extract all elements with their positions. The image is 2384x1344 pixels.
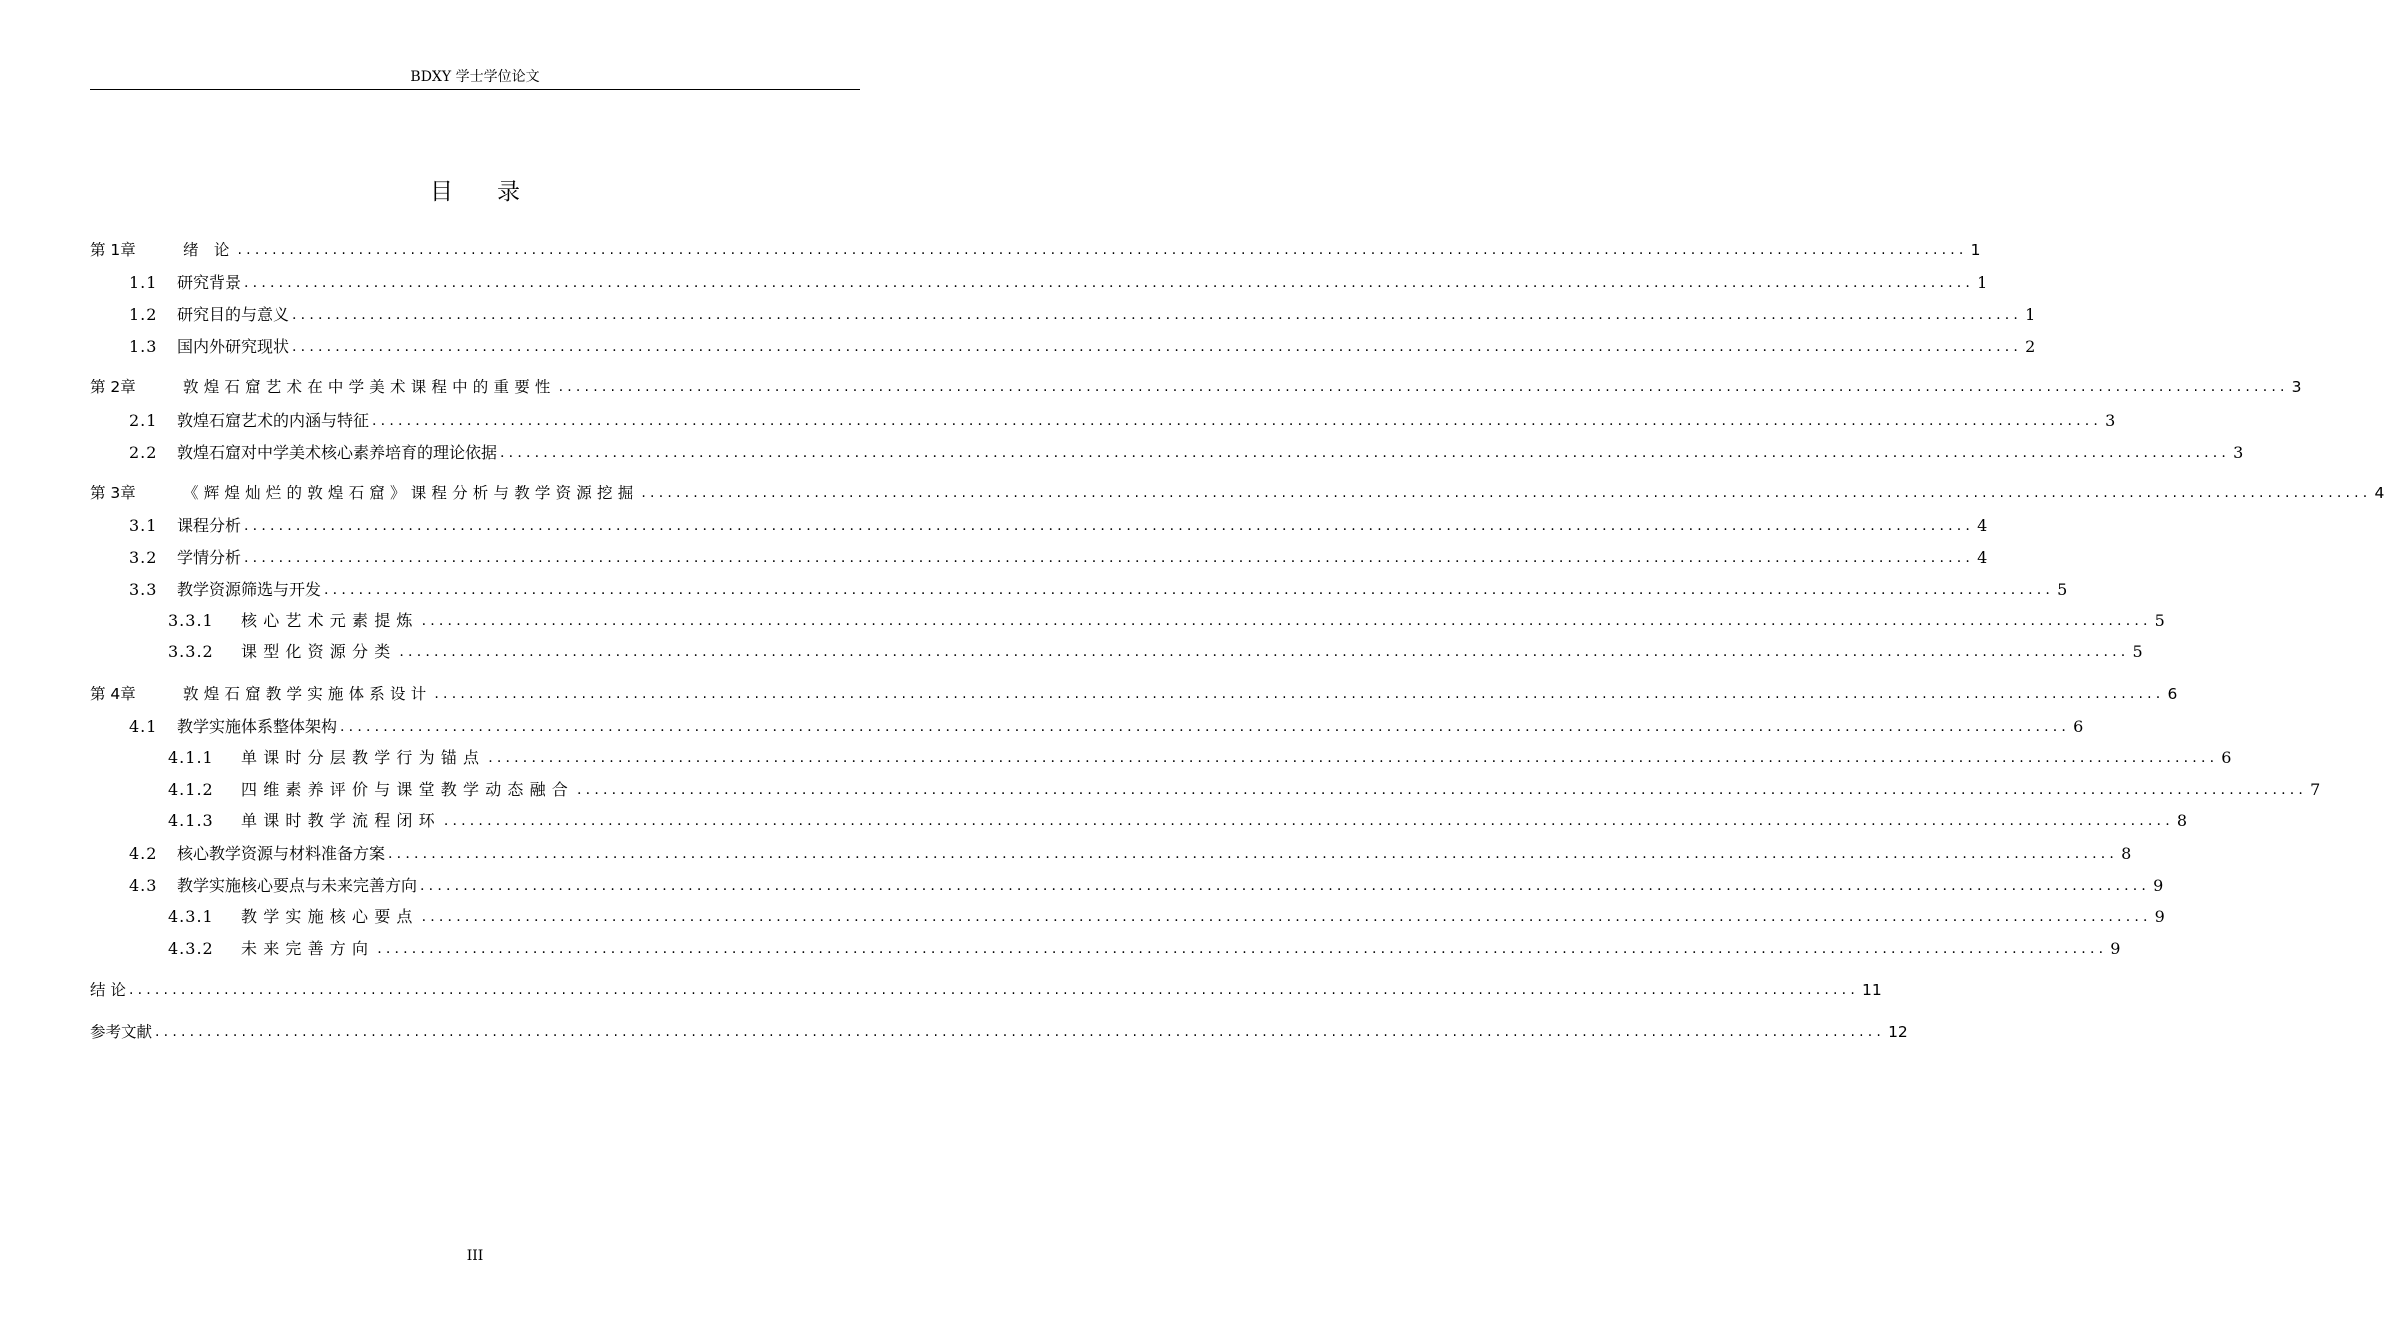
toc-entry-page: 12 bbox=[1888, 1023, 1908, 1041]
toc-entry-number: 1.1 bbox=[129, 273, 158, 292]
toc-entry-number: 3.3.2 bbox=[168, 642, 214, 661]
toc-entry-number: 3.3 bbox=[129, 580, 158, 599]
toc-entry-label bbox=[90, 979, 126, 1001]
toc-dot-leader: ........................................................................................................................................................................................................ bbox=[421, 613, 2152, 629]
toc-entry-title: 学情分析 bbox=[177, 548, 242, 567]
toc-entry-title: 核心教学资源与材料准备方案 bbox=[177, 844, 386, 863]
toc-entry[interactable] bbox=[90, 270, 1988, 294]
toc-entry-number: 结 论 bbox=[90, 981, 126, 999]
toc-entry-label bbox=[90, 239, 235, 261]
toc-entry-label bbox=[168, 906, 419, 928]
toc-entry-number: 第 3章 bbox=[90, 484, 136, 502]
toc-entry-title: 单课时分层教学行为锚点 bbox=[241, 748, 486, 767]
toc-entry[interactable] bbox=[90, 513, 1988, 537]
toc-dot-leader: ........................................................................................................................................................................................................ bbox=[420, 878, 2151, 894]
toc-dot-leader: ........................................................................................................................................................................................................ bbox=[399, 644, 2130, 660]
toc-dot-leader: ........................................................................................................................................................................................................ bbox=[377, 941, 2108, 957]
toc-entry-number: 3.3.1 bbox=[168, 611, 214, 630]
toc-entry-label bbox=[168, 938, 374, 960]
toc-entry-label bbox=[168, 779, 574, 801]
toc-entry-label bbox=[129, 843, 385, 865]
toc-entry-title: 教学资源筛选与开发 bbox=[177, 580, 322, 599]
toc-dot-leader: ........................................................................................................................................................................................................ bbox=[558, 379, 2289, 395]
toc-entry-page: 5 bbox=[2057, 580, 2068, 599]
toc-entry[interactable] bbox=[90, 977, 1882, 1001]
page-number: III bbox=[466, 1248, 484, 1264]
toc-entry-label bbox=[90, 376, 556, 398]
toc-dot-leader: ........................................................................................................................................................................................................ bbox=[155, 1024, 1886, 1040]
toc-entry[interactable] bbox=[90, 745, 2232, 769]
toc-entry[interactable] bbox=[90, 334, 2036, 358]
toc-entry-page: 11 bbox=[1861, 981, 1882, 999]
toc-entry-page: 4 bbox=[1977, 516, 1988, 535]
toc-entry[interactable] bbox=[90, 545, 1988, 569]
toc-entry-number: 4.3 bbox=[129, 876, 158, 895]
toc-entry[interactable] bbox=[90, 936, 2121, 960]
toc-entry[interactable] bbox=[90, 841, 2132, 865]
toc-entry-number: 4.2 bbox=[129, 844, 158, 863]
toc-entry-page: 1 bbox=[1977, 273, 1988, 292]
toc-entry-title: 课型化资源分类 bbox=[241, 642, 397, 661]
toc-entry-page: 6 bbox=[2167, 685, 2178, 703]
header-rule bbox=[90, 89, 860, 90]
toc-entry[interactable] bbox=[90, 480, 2384, 504]
toc-entry-page: 8 bbox=[2176, 811, 2188, 830]
toc-entry-label bbox=[168, 747, 485, 769]
toc-entry[interactable] bbox=[90, 408, 2116, 432]
toc-dot-leader: ........................................................................................................................................................................................................ bbox=[324, 582, 2055, 598]
toc-dot-leader: ........................................................................................................................................................................................................ bbox=[292, 339, 2023, 355]
toc-entry-page: 2 bbox=[2025, 337, 2036, 356]
toc-entry-label bbox=[129, 579, 321, 601]
toc-entry[interactable] bbox=[90, 714, 2084, 738]
toc-dot-leader: ........................................................................................................................................................................................................ bbox=[443, 813, 2174, 829]
toc-dot-leader: ........................................................................................................................................................................................................ bbox=[577, 782, 2308, 798]
toc-dot-leader: ........................................................................................................................................................................................................ bbox=[388, 846, 2119, 862]
toc-dot-leader: ........................................................................................................................................................................................................ bbox=[488, 750, 2219, 766]
toc-entry[interactable] bbox=[90, 1019, 1908, 1043]
toc-entry[interactable] bbox=[90, 808, 2188, 832]
toc-entry-page: 9 bbox=[2153, 876, 2164, 895]
toc-entry-number: 4.1.2 bbox=[168, 780, 214, 799]
toc-entry[interactable] bbox=[90, 374, 2302, 398]
running-header: BDXY 学士学位论文 bbox=[410, 69, 540, 85]
toc-entry-title: 《辉煌灿烂的敦煌石窟》课程分析与教学资源挖掘 bbox=[183, 484, 639, 502]
toc-entry[interactable] bbox=[90, 302, 2036, 326]
toc-entry-number: 第 4章 bbox=[90, 685, 136, 703]
toc-entry-label bbox=[168, 641, 396, 663]
toc-entry-label bbox=[90, 1021, 152, 1043]
toc-entry[interactable] bbox=[90, 777, 2321, 801]
toc-entry[interactable] bbox=[90, 577, 2068, 601]
toc-entry-page: 8 bbox=[2121, 844, 2132, 863]
toc-entry[interactable] bbox=[90, 904, 2165, 928]
toc-entry-title: 四维素养评价与课堂教学动态融合 bbox=[241, 780, 575, 799]
toc-entry-title: 核心艺术元素提炼 bbox=[241, 611, 419, 630]
toc-entry-title: 敦煌石窟对中学美术核心素养培育的理论依据 bbox=[177, 443, 498, 462]
toc-entry-title: 教学实施核心要点与未来完善方向 bbox=[177, 876, 418, 895]
toc-entry-page: 9 bbox=[2154, 907, 2165, 926]
toc-entry[interactable] bbox=[90, 608, 2165, 632]
toc-entry-number: 2.2 bbox=[129, 443, 158, 462]
toc-entry-label bbox=[129, 304, 289, 326]
toc-dot-leader: ........................................................................................................................................................................................................ bbox=[292, 307, 2023, 323]
toc-entry-number: 2.1 bbox=[129, 411, 158, 430]
toc-dot-leader: ........................................................................................................................................................................................................ bbox=[237, 242, 1968, 258]
toc-entry-title: 教学实施体系整体架构 bbox=[177, 717, 338, 736]
toc-entry-number: 4.3.1 bbox=[168, 907, 214, 926]
toc-entry-page: 4 bbox=[1977, 548, 1988, 567]
toc-entry-page: 3 bbox=[2233, 443, 2244, 462]
toc-entry-label bbox=[90, 482, 638, 504]
toc-entry-title: 单课时教学流程闭环 bbox=[241, 811, 441, 830]
toc-entry-label bbox=[129, 716, 337, 738]
toc-dot-leader: ........................................................................................................................................................................................................ bbox=[421, 909, 2152, 925]
toc-dot-leader: ........................................................................................................................................................................................................ bbox=[128, 982, 1859, 998]
toc-entry-page: 6 bbox=[2073, 717, 2084, 736]
toc-entry-page: 1 bbox=[2025, 305, 2036, 324]
toc-entry-page: 6 bbox=[2221, 748, 2232, 767]
toc-entry-title: 敦煌石窟艺术的内涵与特征 bbox=[177, 411, 370, 430]
toc-entry-page: 3 bbox=[2105, 411, 2116, 430]
toc-entry-title: 敦煌石窟教学实施体系设计 bbox=[183, 685, 432, 703]
toc-dot-leader: ........................................................................................................................................................................................................ bbox=[372, 413, 2103, 429]
toc-entry-label bbox=[129, 515, 241, 537]
toc-entry-label bbox=[168, 610, 419, 632]
toc-entry-label bbox=[129, 547, 241, 569]
toc-entry-number: 4.1.3 bbox=[168, 811, 214, 830]
toc-dot-leader: ........................................................................................................................................................................................................ bbox=[244, 275, 1975, 291]
toc-dot-leader: ........................................................................................................................................................................................................ bbox=[500, 445, 2231, 461]
toc-entry-title: 未来完善方向 bbox=[241, 939, 375, 958]
toc-entry-number: 4.1 bbox=[129, 717, 158, 736]
toc-entry-number: 4.1.1 bbox=[168, 748, 214, 767]
toc-entry-title: 教学实施核心要点 bbox=[241, 907, 419, 926]
toc-entry-number: 3.1 bbox=[129, 516, 158, 535]
toc-entry-label bbox=[168, 810, 441, 832]
toc-entry-number: 3.2 bbox=[129, 548, 158, 567]
toc-dot-leader: ........................................................................................................................................................................................................ bbox=[434, 686, 2165, 702]
toc-entry-number: 第 1章 bbox=[90, 241, 136, 259]
toc-entry-page: 3 bbox=[2291, 378, 2302, 396]
toc-dot-leader: ........................................................................................................................................................................................................ bbox=[641, 485, 2372, 501]
toc-entry-number: 第 2章 bbox=[90, 378, 136, 396]
toc-entry-label bbox=[90, 683, 431, 705]
toc-entry-label bbox=[129, 442, 497, 464]
toc-entry[interactable] bbox=[90, 440, 2244, 464]
toc-entry-title: 课程分析 bbox=[177, 516, 242, 535]
toc-entry-title: 研究背景 bbox=[177, 273, 242, 292]
toc-entry-page: 7 bbox=[2310, 780, 2321, 799]
toc-entry-title: 敦煌石窟艺术在中学美术课程中的重要性 bbox=[183, 378, 556, 396]
toc-entry-page: 5 bbox=[2132, 642, 2143, 661]
toc-entry[interactable] bbox=[90, 639, 2143, 663]
toc-entry-number: 4.3.2 bbox=[168, 939, 214, 958]
toc-entry-title: 国内外研究现状 bbox=[177, 337, 290, 356]
toc-title: 目录 bbox=[430, 179, 564, 205]
toc-dot-leader: ........................................................................................................................................................................................................ bbox=[340, 719, 2071, 735]
toc-dot-leader: ........................................................................................................................................................................................................ bbox=[244, 518, 1975, 534]
toc-entry[interactable] bbox=[90, 237, 1981, 261]
toc-entry-page: 1 bbox=[1970, 241, 1981, 259]
toc-entry-title: 绪 论 bbox=[183, 241, 235, 259]
toc-entry-label bbox=[129, 272, 241, 294]
toc-entry-number: 参考文献 bbox=[90, 1023, 153, 1041]
toc-entry-page: 4 bbox=[2374, 484, 2384, 502]
toc-entry-number: 1.2 bbox=[129, 305, 158, 324]
toc-entry-label bbox=[129, 875, 417, 897]
toc-entry-label bbox=[129, 410, 369, 432]
toc-entry-page: 9 bbox=[2110, 939, 2121, 958]
toc-entry[interactable] bbox=[90, 681, 2178, 705]
toc-entry-title: 研究目的与意义 bbox=[177, 305, 290, 324]
toc-entry-page: 5 bbox=[2154, 611, 2165, 630]
toc-entry-label bbox=[129, 336, 289, 358]
toc-dot-leader: ........................................................................................................................................................................................................ bbox=[244, 550, 1975, 566]
toc-entry-number: 1.3 bbox=[129, 337, 158, 356]
toc-entry[interactable] bbox=[90, 873, 2164, 897]
